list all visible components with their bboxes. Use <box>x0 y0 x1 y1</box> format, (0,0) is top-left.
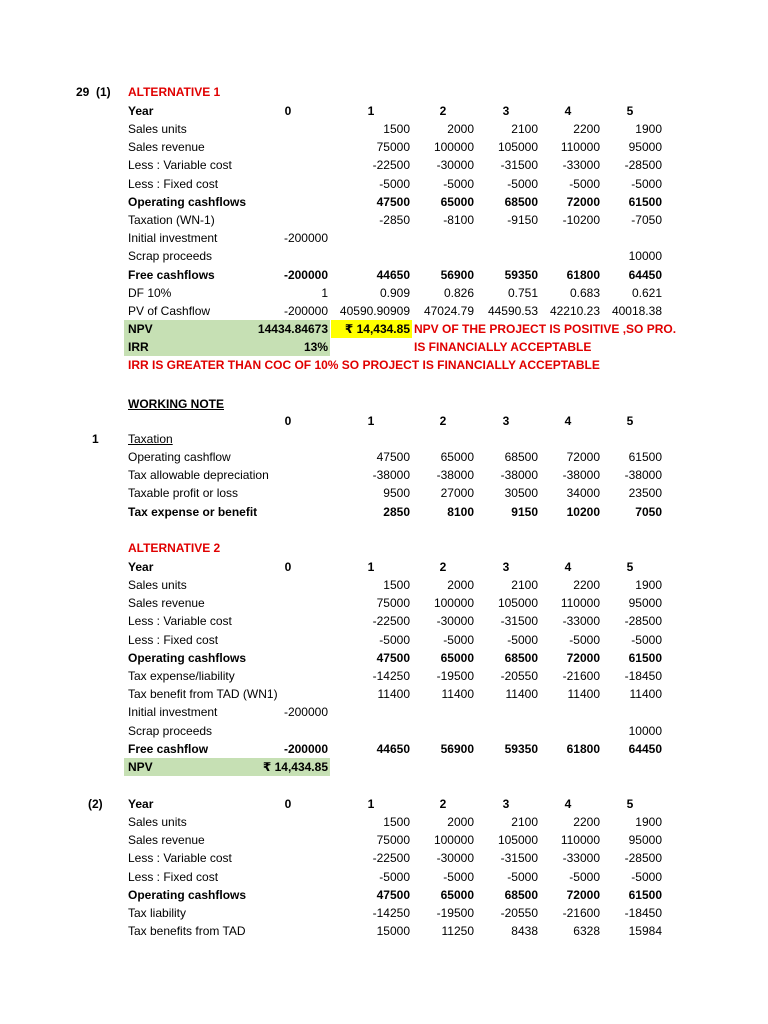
alt1-title: ALTERNATIVE 1 <box>128 85 221 99</box>
wn-cell: 68500 <box>504 450 538 464</box>
part2-cell: 8438 <box>511 924 538 938</box>
part2-row-label: Tax liability <box>128 906 187 920</box>
alt1-cell: 72000 <box>566 195 600 209</box>
wn-row-label: Operating cashflow <box>128 450 231 464</box>
alt2-cell: -33000 <box>562 614 600 628</box>
alt1-cell: 0.751 <box>507 286 538 300</box>
part2-cell: 11250 <box>441 924 474 938</box>
part2-cell: -30000 <box>436 851 474 865</box>
part2-cell: 2200 <box>573 815 600 829</box>
wn-cell: 9500 <box>383 486 410 500</box>
alt2-row-label: Sales revenue <box>128 596 205 610</box>
alt1-cell: -28500 <box>624 158 662 172</box>
alt2-row-label: Free cashflow <box>128 742 209 756</box>
alt2-cell: -5000 <box>631 633 662 647</box>
alt1-cell: 1900 <box>635 122 662 136</box>
alt2-cell: -20550 <box>500 669 538 683</box>
part2-cell: -31500 <box>500 851 538 865</box>
alt2-cell: 2200 <box>573 578 600 592</box>
alt2-cell: 64450 <box>628 742 662 756</box>
alt2-cell: -5000 <box>507 633 538 647</box>
alt1-cell: 47024.79 <box>423 304 474 318</box>
part2-cell: 1900 <box>635 815 662 829</box>
wn-cell: 65000 <box>440 450 474 464</box>
alt1-row-label: Initial investment <box>128 231 218 245</box>
alt2-year-4: 4 <box>564 560 572 574</box>
part2-cell: -5000 <box>631 870 662 884</box>
alt2-row-label: Less : Fixed cost <box>128 633 219 647</box>
alt1-cell: -2850 <box>379 213 410 227</box>
alt1-cell: -22500 <box>372 158 410 172</box>
alt2-cell: 100000 <box>433 596 474 610</box>
alt2-cell: 2000 <box>447 578 474 592</box>
alt2-row-label: Operating cashflows <box>128 651 247 665</box>
part2-cell: -19500 <box>436 906 474 920</box>
wn-row-label: Tax expense or benefit <box>128 505 258 519</box>
alt2-cell: 56900 <box>440 742 474 756</box>
alt1-cell: 95000 <box>628 140 662 154</box>
wn-cell: 7050 <box>635 505 662 519</box>
part2-cell: 2100 <box>511 815 538 829</box>
working-note-subtitle: Taxation <box>128 432 173 446</box>
alt1-row-label: Less : Variable cost <box>128 158 232 172</box>
part2-cell: -33000 <box>562 851 600 865</box>
alt2-cell: 1500 <box>383 578 410 592</box>
alt2-cell: 65000 <box>440 651 474 665</box>
alt1-cell: 2100 <box>511 122 538 136</box>
alt2-cell: -200000 <box>283 742 328 756</box>
alt1-year-1: 1 <box>367 104 375 118</box>
wn-cell: -38000 <box>500 468 538 482</box>
irr-label: IRR <box>128 340 149 354</box>
part2-cell: 72000 <box>566 888 600 902</box>
part2-cell: -5000 <box>379 870 410 884</box>
alt1-cell: 1 <box>321 286 328 300</box>
part2-row-label: Less : Variable cost <box>128 851 232 865</box>
alt2-cell: 11400 <box>567 687 600 701</box>
alt2-cell: 72000 <box>566 651 600 665</box>
part2-row-label: Year <box>128 797 154 811</box>
part2-cell: -5000 <box>443 870 474 884</box>
alt2-year-0: 0 <box>284 560 292 574</box>
irr-conclusion: IRR IS GREATER THAN COC OF 10% SO PROJECT IS FINANCIALLY ACCEPTABLE <box>128 358 600 372</box>
alt1-cell: 100000 <box>433 140 474 154</box>
alt1-cell: -5000 <box>569 177 600 191</box>
alt1-cell: 40590.90909 <box>339 304 410 318</box>
part2-cell: 15984 <box>628 924 662 938</box>
part2-row-label: Less : Fixed cost <box>128 870 219 884</box>
part2-row-label: Tax benefits from TAD <box>128 924 246 938</box>
alt1-cell: -30000 <box>436 158 474 172</box>
question-number: 29 <box>76 85 90 99</box>
alt1-cell: -31500 <box>500 158 538 172</box>
npv-currency: ₹ 14,434.85 <box>344 322 410 336</box>
wn-row-label: Tax allowable depreciation <box>128 468 269 482</box>
alt2-cell: -18450 <box>624 669 662 683</box>
alt2-npv-value: ₹ 14,434.85 <box>262 760 328 774</box>
alt2-cell: -22500 <box>372 614 410 628</box>
part2-cell: 61500 <box>628 888 662 902</box>
alt1-cell: 75000 <box>376 140 410 154</box>
alt2-row-label: Scrap proceeds <box>128 724 213 738</box>
alt2-cell: -200000 <box>283 705 328 719</box>
wn-cell: 10200 <box>566 505 600 519</box>
alt1-year-5: 5 <box>626 104 634 118</box>
alt1-cell: 59350 <box>504 268 538 282</box>
part2-cell: 2000 <box>447 815 474 829</box>
wn-row-label: Taxable profit or loss <box>128 486 239 500</box>
alt1-cell: 61500 <box>628 195 662 209</box>
part2-row-label: Sales units <box>128 815 187 829</box>
alt1-cell: -7050 <box>631 213 662 227</box>
part2-year-0: 0 <box>284 797 292 811</box>
wn-year-3: 3 <box>502 414 510 428</box>
part2-cell: -5000 <box>569 870 600 884</box>
alt1-cell: 65000 <box>440 195 474 209</box>
alt2-cell: 11400 <box>441 687 474 701</box>
part2-year-3: 3 <box>502 797 510 811</box>
working-note-number: 1 <box>92 432 99 446</box>
alt2-cell: -28500 <box>624 614 662 628</box>
alt1-cell: 68500 <box>504 195 538 209</box>
alt1-cell: 110000 <box>560 140 600 154</box>
alt1-row-label: Taxation (WN-1) <box>128 213 215 227</box>
alt2-row-label: Tax benefit from TAD (WN1) <box>128 687 278 701</box>
alt1-row-label: DF 10% <box>128 286 172 300</box>
wn-cell: 27000 <box>440 486 474 500</box>
part2-cell: 75000 <box>376 833 410 847</box>
alt2-cell: 105000 <box>497 596 538 610</box>
wn-cell: -38000 <box>624 468 662 482</box>
part2-cell: 95000 <box>628 833 662 847</box>
part2-cell: -28500 <box>624 851 662 865</box>
alt1-cell: -5000 <box>631 177 662 191</box>
wn-year-5: 5 <box>626 414 634 428</box>
alt1-cell: 64450 <box>628 268 662 282</box>
alt2-cell: -5000 <box>443 633 474 647</box>
alt2-cell: 44650 <box>376 742 410 756</box>
alt1-year-3: 3 <box>502 104 510 118</box>
part2-row-label: Operating cashflows <box>128 888 247 902</box>
part2-cell: 65000 <box>440 888 474 902</box>
part2-cell: -5000 <box>507 870 538 884</box>
alt1-year-4: 4 <box>564 104 572 118</box>
wn-cell: 9150 <box>511 505 538 519</box>
part2-year-1: 1 <box>367 797 375 811</box>
alt2-year-2: 2 <box>439 560 447 574</box>
alt1-row-label: Operating cashflows <box>128 195 247 209</box>
wn-cell: 23500 <box>628 486 662 500</box>
wn-year-1: 1 <box>367 414 375 428</box>
wn-cell: 72000 <box>566 450 600 464</box>
alt2-cell: -5000 <box>379 633 410 647</box>
part2-label: (2) <box>88 797 103 811</box>
wn-cell: 47500 <box>376 450 410 464</box>
alt1-cell: 0.683 <box>569 286 600 300</box>
alt1-cell: 0.826 <box>443 286 474 300</box>
alt1-cell: 44650 <box>376 268 410 282</box>
alt1-cell: -5000 <box>379 177 410 191</box>
alt1-cell: -200000 <box>283 268 328 282</box>
alt2-cell: -19500 <box>436 669 474 683</box>
alt1-cell: 42210.23 <box>549 304 600 318</box>
part2-cell: 6328 <box>573 924 600 938</box>
npv-note: NPV OF THE PROJECT IS POSITIVE ,SO PRO. <box>414 322 677 336</box>
wn-year-4: 4 <box>564 414 572 428</box>
wn-cell: 34000 <box>566 486 600 500</box>
alt1-cell: 1500 <box>383 122 410 136</box>
alt1-cell: 0.909 <box>379 286 410 300</box>
alt1-cell: 10000 <box>628 249 662 263</box>
part2-cell: 15000 <box>376 924 410 938</box>
alt2-cell: -5000 <box>569 633 600 647</box>
alt1-cell: 47500 <box>376 195 410 209</box>
irr-note: IS FINANCIALLY ACCEPTABLE <box>414 340 592 354</box>
alt2-cell: 110000 <box>560 596 600 610</box>
wn-year-0: 0 <box>284 414 292 428</box>
alt2-cell: 68500 <box>504 651 538 665</box>
alt1-row-label: Sales units <box>128 122 187 136</box>
alt2-cell: -21600 <box>562 669 600 683</box>
alt2-title: ALTERNATIVE 2 <box>128 541 221 555</box>
npv-label: NPV <box>128 322 153 336</box>
alt1-cell: 61800 <box>566 268 600 282</box>
alt1-cell: -200000 <box>283 231 328 245</box>
alt2-cell: 11400 <box>629 687 662 701</box>
part2-cell: 100000 <box>433 833 474 847</box>
part2-cell: 47500 <box>376 888 410 902</box>
alt2-row-label: Sales units <box>128 578 187 592</box>
alt2-cell: 2100 <box>511 578 538 592</box>
wn-cell: -38000 <box>372 468 410 482</box>
alt1-cell: -9150 <box>507 213 538 227</box>
alt2-cell: 75000 <box>376 596 410 610</box>
part2-cell: 68500 <box>504 888 538 902</box>
alt1-year-2: 2 <box>439 104 447 118</box>
alt1-cell: 44590.53 <box>487 304 538 318</box>
npv-value: 14434.84673 <box>257 322 328 336</box>
alt1-cell: 105000 <box>497 140 538 154</box>
alt1-cell: -5000 <box>507 177 538 191</box>
alt1-cell: 2200 <box>573 122 600 136</box>
alt1-row-label: Less : Fixed cost <box>128 177 219 191</box>
alt1-year-0: 0 <box>284 104 292 118</box>
part2-year-2: 2 <box>439 797 447 811</box>
part2-cell: -18450 <box>624 906 662 920</box>
part2-cell: -14250 <box>372 906 410 920</box>
alt1-cell: 2000 <box>447 122 474 136</box>
alt1-cell: 0.621 <box>631 286 662 300</box>
part2-row-label: Sales revenue <box>128 833 205 847</box>
alt2-cell: -31500 <box>500 614 538 628</box>
alt2-row-label: Year <box>128 560 154 574</box>
working-note-title: WORKING NOTE <box>128 397 224 411</box>
alt1-cell: -33000 <box>562 158 600 172</box>
alt2-cell: 61500 <box>628 651 662 665</box>
wn-cell: 8100 <box>447 505 474 519</box>
wn-cell: 2850 <box>383 505 410 519</box>
part2-year-5: 5 <box>626 797 634 811</box>
alt2-year-1: 1 <box>367 560 375 574</box>
alt2-cell: 47500 <box>376 651 410 665</box>
alt2-cell: 61800 <box>566 742 600 756</box>
alt2-year-3: 3 <box>502 560 510 574</box>
part2-cell: -20550 <box>500 906 538 920</box>
part2-cell: -21600 <box>562 906 600 920</box>
alt1-row-label: Sales revenue <box>128 140 205 154</box>
part1-label: (1) <box>96 85 111 99</box>
alt1-row-label: Year <box>128 104 154 118</box>
alt2-cell: 11400 <box>505 687 538 701</box>
alt2-cell: -14250 <box>372 669 410 683</box>
irr-value: 13% <box>303 340 328 354</box>
alt2-npv-label: NPV <box>128 760 153 774</box>
part2-cell: 1500 <box>383 815 410 829</box>
alt1-cell: -8100 <box>443 213 474 227</box>
part2-year-4: 4 <box>564 797 572 811</box>
wn-cell: -38000 <box>436 468 474 482</box>
alt2-cell: 10000 <box>628 724 662 738</box>
alt1-cell: -200000 <box>283 304 328 318</box>
wn-cell: 61500 <box>628 450 662 464</box>
wn-cell: -38000 <box>562 468 600 482</box>
alt2-cell: 59350 <box>504 742 538 756</box>
alt1-row-label: PV of Cashflow <box>128 304 211 318</box>
wn-year-2: 2 <box>439 414 447 428</box>
alt1-cell: 40018.38 <box>611 304 662 318</box>
alt1-cell: -10200 <box>562 213 600 227</box>
part2-cell: 105000 <box>497 833 538 847</box>
alt1-row-label: Scrap proceeds <box>128 249 213 263</box>
alt2-cell: 95000 <box>628 596 662 610</box>
alt1-cell: 56900 <box>440 268 474 282</box>
part2-cell: -22500 <box>372 851 410 865</box>
alt2-row-label: Less : Variable cost <box>128 614 232 628</box>
wn-cell: 30500 <box>504 486 538 500</box>
alt2-cell: 11400 <box>377 687 410 701</box>
alt2-row-label: Tax expense/liability <box>128 669 235 683</box>
alt2-row-label: Initial investment <box>128 705 218 719</box>
alt2-cell: 1900 <box>635 578 662 592</box>
alt1-row-label: Free cashflows <box>128 268 215 282</box>
alt2-cell: -30000 <box>436 614 474 628</box>
part2-cell: 110000 <box>560 833 600 847</box>
alt1-cell: -5000 <box>443 177 474 191</box>
alt2-year-5: 5 <box>626 560 634 574</box>
